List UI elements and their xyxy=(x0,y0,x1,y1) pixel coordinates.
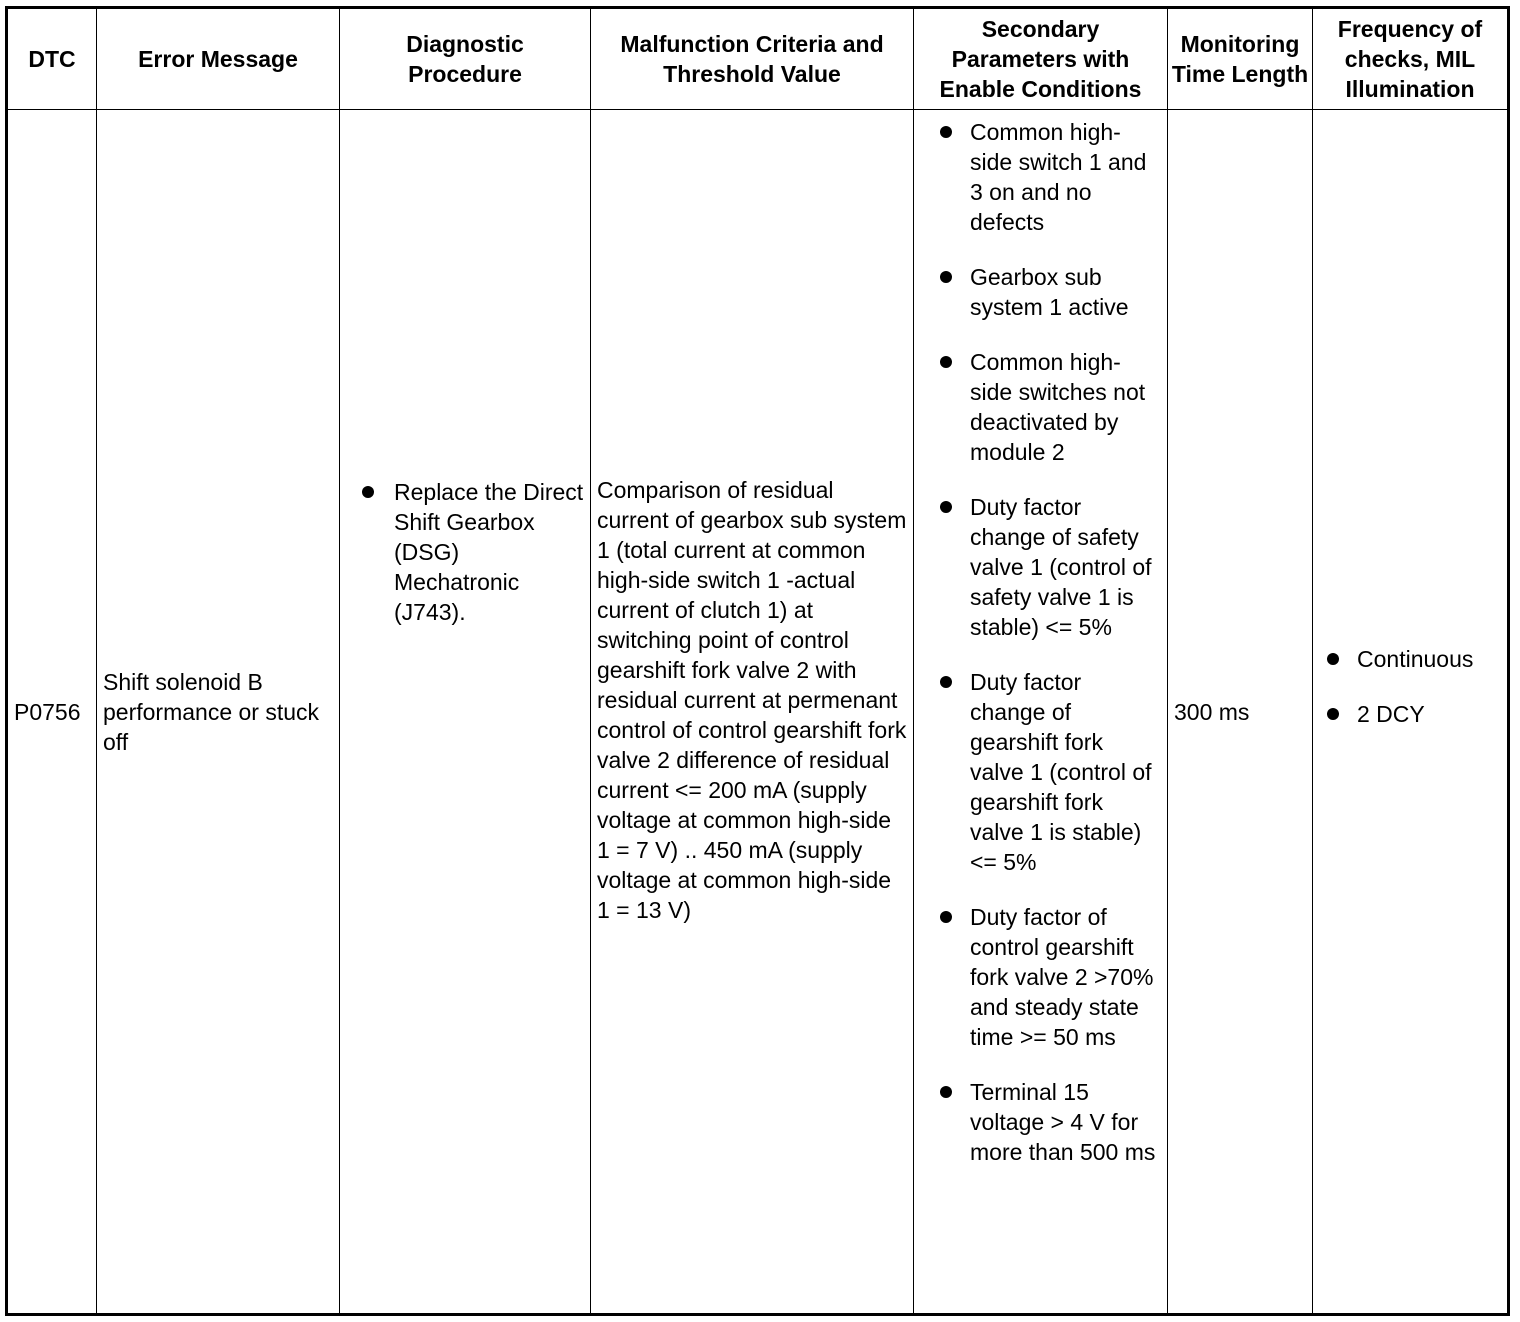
frequency-text: 2 DCY xyxy=(1357,701,1425,727)
header-secondary-parameters: Secondary Parameters with Enable Conditions xyxy=(914,8,1168,110)
bullet-icon xyxy=(940,126,952,138)
bullet-icon xyxy=(1327,653,1339,665)
bullet-icon xyxy=(940,356,952,368)
parameter-text: Common high-side switch 1 and 3 on and no defects xyxy=(970,119,1147,235)
parameter-text: Duty factor change of gearshift fork valve 1 (control of gearshift fork valve 1 is stable) <= 5% xyxy=(970,669,1152,875)
bullet-icon xyxy=(940,501,952,513)
parameter-text: Gearbox sub system 1 active xyxy=(970,264,1129,320)
table-row xyxy=(7,110,1509,1315)
procedure-text: Replace the Direct Shift Gearbox (DSG) Mechatronic (J743). xyxy=(394,479,584,625)
header-malfunction-criteria: Malfunction Criteria and Threshold Value xyxy=(591,8,914,110)
list-item xyxy=(1315,644,1501,674)
list-item xyxy=(920,117,1163,237)
dtc-table xyxy=(5,6,1510,1316)
bullet-icon xyxy=(940,676,952,688)
error-message-cell: Shift solenoid B performance or stuck off xyxy=(97,110,340,1315)
bullet-icon xyxy=(1327,708,1339,720)
frequency-text: Continuous xyxy=(1357,646,1474,672)
list-item xyxy=(920,667,1163,877)
diagnostic-procedure-list xyxy=(346,477,584,627)
secondary-parameters-list xyxy=(920,117,1163,1167)
list-item xyxy=(920,492,1163,642)
parameter-text: Duty factor of control gearshift fork valve 2 >70% and steady state time >= 50 ms xyxy=(970,904,1154,1050)
header-monitoring-time: Monitoring Time Length xyxy=(1168,8,1313,110)
bullet-icon xyxy=(940,271,952,283)
parameter-text: Common high-side switches not deactivated by module 2 xyxy=(970,349,1146,465)
list-item xyxy=(1315,699,1501,729)
parameter-text: Terminal 15 voltage > 4 V for more than 500 ms xyxy=(970,1079,1156,1165)
bullet-icon xyxy=(362,486,374,498)
secondary-parameters-cell xyxy=(914,110,1168,1315)
list-item xyxy=(920,1077,1163,1167)
list-item xyxy=(920,262,1163,322)
list-item xyxy=(920,902,1163,1052)
frequency-list xyxy=(1315,644,1501,729)
malfunction-criteria-cell: Comparison of residual current of gearbox sub system 1 (total current at common high-side switch 1 -actual current of clutch 1) at switching point of control gearshift fork valve 2 with residual current at permenant control of control gearshift fork valve 2 difference of residual current <= 200 mA (supply voltage at common high-side 1 = 7 V) .. 450 mA (supply voltage at common high-side 1 = 13 V) xyxy=(591,110,914,1315)
frequency-cell xyxy=(1313,110,1509,1315)
bullet-icon xyxy=(940,1086,952,1098)
header-dtc: DTC xyxy=(7,8,97,110)
header-row xyxy=(7,8,1509,110)
bullet-icon xyxy=(940,911,952,923)
header-diagnostic-procedure: Diagnostic Procedure xyxy=(340,8,591,110)
list-item xyxy=(346,477,584,627)
dtc-code-cell: P0756 xyxy=(7,110,97,1315)
parameter-text: Duty factor change of safety valve 1 (control of safety valve 1 is stable) <= 5% xyxy=(970,494,1152,640)
diagnostic-procedure-cell xyxy=(340,110,591,1315)
header-frequency: Frequency of checks, MIL Illumination xyxy=(1313,8,1509,110)
header-error-message: Error Message xyxy=(97,8,340,110)
monitoring-time-cell: 300 ms xyxy=(1168,110,1313,1315)
list-item xyxy=(920,347,1163,467)
